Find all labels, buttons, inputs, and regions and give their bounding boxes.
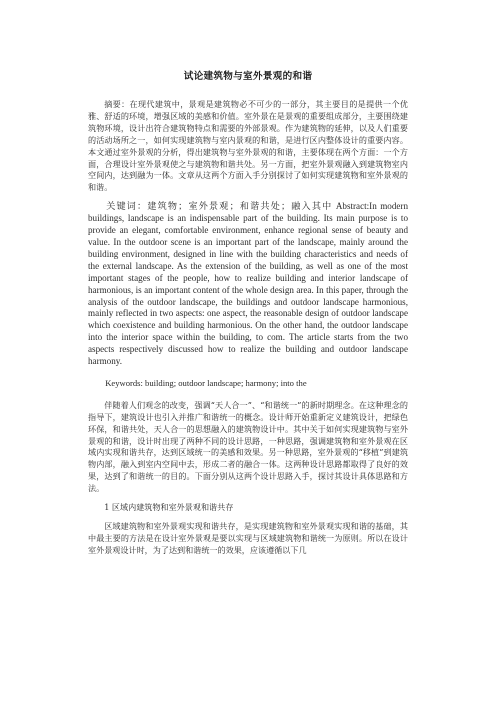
- spacer: [88, 495, 408, 502]
- keywords-and-abstract-english: 关键词：建筑物；室外景观；和谐共处；融入其中 Abstract:In modern buildings, landscape is an indispensable part of the building. Its main purpose is to provide an elegant, comfortable environment, enhance regional sense of beauty and value. In the outdoor scene is an important part of the landscape, mainly around the building environment, designed in line with the building characteristics and needs of the external landscape. As the extension of the building, as well as one of the most important stages of the people, how to realize building and interior landscape of harmonious, is an important content of the whole design area. In this paper, through the analysis of the outdoor landscape, the buildings and outdoor landscape harmonious, mainly reflected in two aspects: one aspect, the reasonable design of outdoor landscape which coexistence and building harmonious. On the other hand, the outdoor landscape into the interior space within the building, to com. The article starts from the two aspects respectively discussed how to realize the building and outdoor landscape harmony.: [88, 201, 408, 367]
- introduction-paragraph: 伴随着人们观念的改变，强调“天人合一”、“和谐统一”的新时期理念。在这种理念的指导下，建筑设计也引入并推广和谐统一的概念。设计师开始重新定义建筑设计，把绿色环保，和谐共处，天人合一的思想融入的建筑物设计中。其中关于如何实现建筑物与室外景观的和谐，设计时出现了两种不同的设计思路，一种思路，强调建筑物和室外景观在区域内实现和谐共存，达到区域统一的美感和效果。另一种思路，室外景观的“移植”到建筑物内部，融入到室内空间中去，形成二者的融合一体。这两种设计思路都取得了良好的效果，达到了和谐统一的目的。下面分别从这两个设计思路入手，探讨其设计具体思路和方法。: [88, 399, 408, 494]
- section-1-body: 区域建筑物和室外景观实现和谐共存，是实现建筑物和室外景观实现和谐的基础，其中最主要的方法是在设计室外景观是要以实现与区域建筑物和谐统一为原则。所以在设计室外景观设计时，为了达到和谐统一的效果，应该遵循以下几: [88, 521, 408, 555]
- spacer: [88, 514, 408, 521]
- paper-title: 试论建筑物与室外景观的和谐: [183, 71, 313, 82]
- section-1-heading: 1 区域内建筑物和室外景观和谐共存: [104, 502, 234, 513]
- keywords-english: Keywords: building; outdoor landscape; harmony; into the: [105, 377, 307, 388]
- spacer: [88, 390, 408, 400]
- spacer: [88, 368, 408, 378]
- abstract-chinese: 摘要：在现代建筑中，景观是建筑物必不可少的一部分，其主要目的是提供一个优雅、舒适的环境，增强区域的美感和价值。室外景在是景观的重要组成部分，主要围绕建筑物环境，设计出符合建筑物特点和需要的外部景观。作为建筑物的延伸，以及人们重要的活动场所之一，如何实现建筑物与室内景观的和谐，是进行区内整体设计的重要内容。本文通过室外景观的分析，得出建筑物与室外景观的和谐，主要体现在两个方面：一个方面，合理设计室外景观使之与建筑物和谐共处。另一方面，把室外景观融入到建筑物室内空间内，达到融为一体。文章从这两个方面入手分别探讨了如何实现建筑物和室外景观的和谐。: [88, 99, 408, 193]
- document-page: [88, 68, 408, 557]
